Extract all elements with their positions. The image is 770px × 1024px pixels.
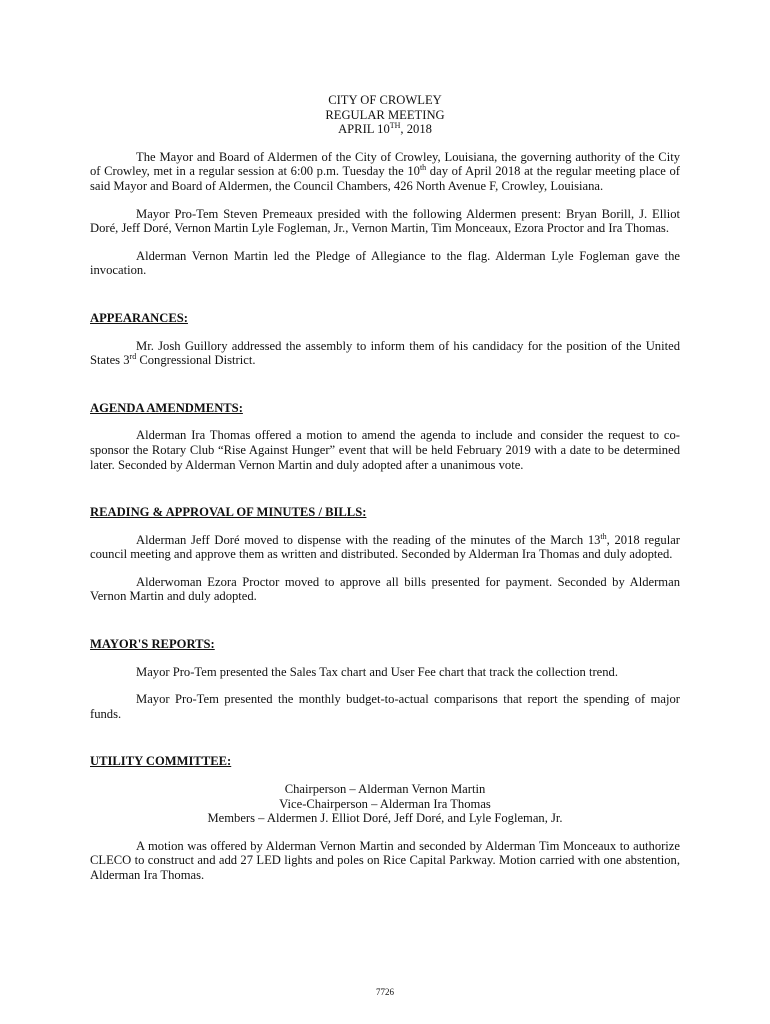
intro-paragraph-attendance: Mayor Pro-Tem Steven Premeaux presided with the following Aldermen present: Bryan Borill, J. Elliot Doré, Jeff Doré, Vernon Martin Lyle Fogleman, Jr., Vernon Martin, Tim Monceaux, Ezora Proctor and Ira Thomas.: [90, 206, 680, 236]
document-header: [90, 93, 680, 137]
bills-paragraph: Alderwoman Ezora Proctor moved to approve all bills presented for payment. Seconded by Alderman Vernon Martin and duly adopted.: [90, 574, 680, 604]
section-heading-appearances: APPEARANCES:: [90, 310, 188, 325]
page-number: 7726: [376, 987, 394, 997]
appearances-paragraph: [90, 339, 680, 368]
intro-paragraph-session: [90, 150, 680, 194]
agenda-paragraph: Alderman Ira Thomas offered a motion to amend the agenda to include and consider the request to co-sponsor the Rotary Club “Rise Against Hunger” event that will be held February 2019 with a date to be determined later. Seconded by Alderman Vernon Martin and duly adopted after a unanimous vote.: [90, 428, 680, 472]
appearances-text-a: Mr. Josh Guillory addressed the assembly to inform them of his candidacy for the position of the United States 3: [90, 338, 680, 368]
section-heading-mayors-reports: [90, 637, 680, 652]
header-meeting-type: REGULAR MEETING: [325, 107, 445, 122]
header-date-month-day: APRIL 10: [338, 122, 390, 137]
mayors-report-sales-tax-paragraph: Mayor Pro-Tem presented the Sales Tax chart and User Fee chart that track the collection trend.: [136, 664, 618, 679]
utility-vice-chairperson: Vice-Chairperson – Alderman Ira Thomas: [279, 796, 491, 811]
header-city: CITY OF CROWLEY: [328, 93, 442, 107]
header-date: [90, 122, 680, 137]
header-date-suffix: TH: [389, 121, 401, 130]
appearances-text-b: Congressional District.: [136, 353, 256, 368]
minutes-paragraph: [90, 533, 680, 562]
minutes-text-a: Alderman Jeff Doré moved to dispense with the reading of the minutes of the March 13: [136, 532, 601, 547]
minutes-suffix: th: [600, 531, 607, 541]
mayors-reports-heading-text: MAYOR'S REPORTS: [90, 637, 211, 652]
minutes-text-b: , 2018 regular council meeting and approve them as written and distributed. Seconded by Alderman Ira Thomas and duly adopted.: [90, 532, 681, 562]
section-heading-minutes-bills: READING & APPROVAL OF MINUTES / BILLS:: [90, 505, 367, 520]
section-heading-utility-committee: UTILITY COMMITTEE:: [90, 754, 232, 769]
header-date-year: , 2018: [400, 122, 432, 137]
mayors-report-budget-paragraph: Mayor Pro-Tem presented the monthly budget-to-actual comparisons that report the spending of major funds.: [90, 692, 680, 721]
utility-members: Members – Aldermen J. Elliot Doré, Jeff Doré, and Lyle Fogleman, Jr.: [207, 811, 563, 826]
intro-p1-text-b: day of April 2018 at the regular meeting place of said Mayor and Board of Aldermen, the Council Chambers, 426 North Avenue F, Crowley, Louisiana.: [90, 164, 680, 193]
utility-chairperson: Chairperson – Alderman Vernon Martin: [284, 782, 486, 797]
appearances-suffix: rd: [129, 351, 137, 361]
document-body: [90, 93, 680, 896]
intro-p1-suffix: th: [419, 163, 427, 173]
intro-paragraph-pledge: Alderman Vernon Martin led the Pledge of Allegiance to the flag. Alderman Lyle Fogleman gave the invocation.: [90, 248, 680, 278]
utility-committee-roster: [90, 782, 680, 826]
utility-motion-paragraph: A motion was offered by Alderman Vernon Martin and seconded by Alderman Tim Monceaux to authorize CLECO to construct and add 27 LED lights and poles on Rice Capital Parkway. Motion carried with one abstention, Alderman Ira Thomas.: [90, 838, 680, 882]
section-heading-agenda-amendments: AGENDA AMENDMENTS:: [90, 400, 243, 415]
mayors-reports-heading-colon: :: [210, 637, 215, 652]
intro-p1-text-a: The Mayor and Board of Aldermen of the City of Crowley, Louisiana, the governing authority of the City of Crowley, met in a regular session at 6:00 p.m. Tuesday the 10: [90, 149, 680, 179]
